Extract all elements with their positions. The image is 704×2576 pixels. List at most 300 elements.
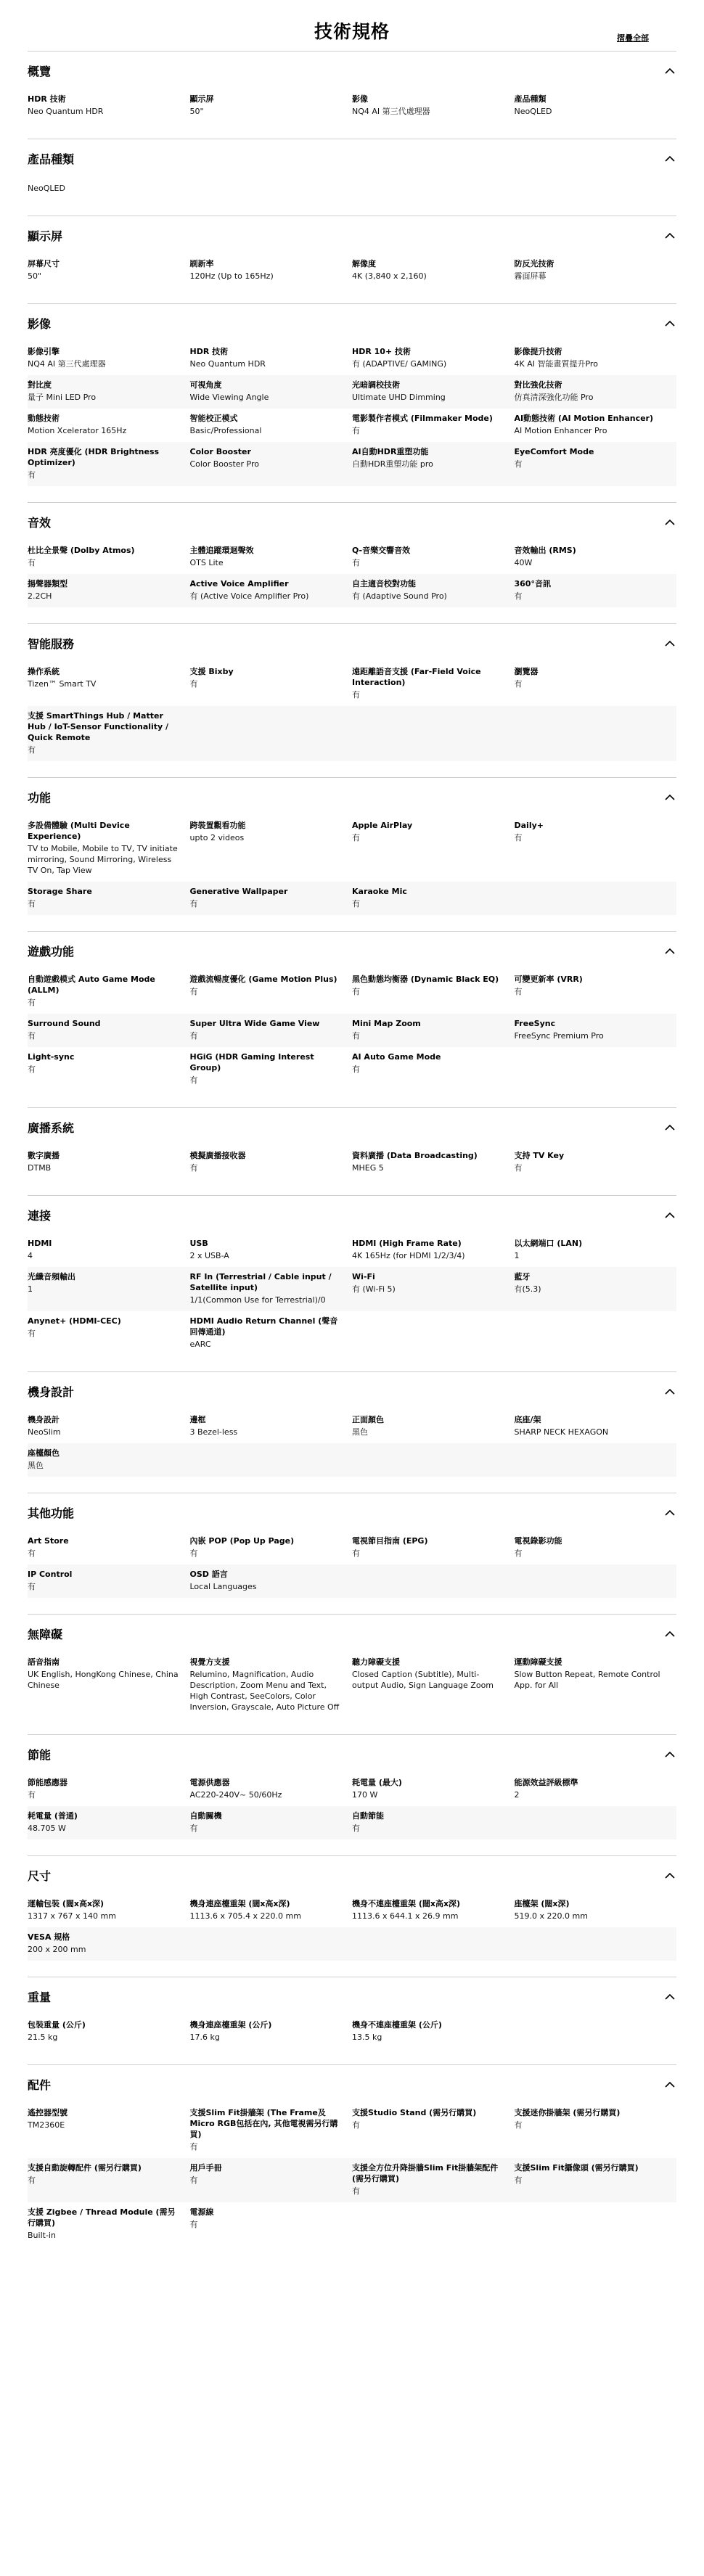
spec-value: MHEG 5 xyxy=(352,1163,384,1173)
spec-value: 有 xyxy=(352,426,360,435)
spec-value: 有 xyxy=(352,987,360,996)
spec-label: 防反光技術 xyxy=(514,259,554,268)
spec-value: 有 xyxy=(28,899,36,908)
spec-item xyxy=(515,974,677,1008)
spec-row xyxy=(28,1311,676,1355)
section-body xyxy=(28,1894,676,1977)
chevron-up-icon[interactable] xyxy=(663,1506,676,1519)
spec-label: 機身連座檯重架 (公斤) xyxy=(189,2020,272,2030)
section-toggle[interactable] xyxy=(28,1735,676,1773)
spec-item xyxy=(515,1018,677,1041)
spec-value: 4K AI 智能畫質提升Pro xyxy=(514,359,598,369)
spec-item xyxy=(28,710,190,755)
spec-label: 360°音訊 xyxy=(514,579,551,588)
spec-item xyxy=(190,2207,353,2241)
spec-label: 支援Studio Stand (需另行購買) xyxy=(352,2108,477,2117)
spec-row xyxy=(28,1146,676,1179)
spec-label: 底座/架 xyxy=(514,1415,541,1424)
spec-row xyxy=(28,254,676,287)
spec-value: 13.5 kg xyxy=(352,2033,382,2042)
chevron-up-icon[interactable] xyxy=(663,1627,676,1640)
spec-item xyxy=(515,2107,677,2152)
spec-row xyxy=(28,2015,676,2048)
spec-section xyxy=(28,1977,676,2064)
spec-value: 仿真清深強化功能 Pro xyxy=(514,393,594,402)
section-body xyxy=(28,2015,676,2064)
spec-row xyxy=(28,342,676,375)
spec-item xyxy=(28,545,190,568)
spec-item xyxy=(190,446,353,480)
spec-label: Generative Wallpaper xyxy=(189,887,288,896)
section-toggle[interactable] xyxy=(28,52,676,89)
chevron-up-icon[interactable] xyxy=(663,2077,676,2091)
spec-row xyxy=(28,1443,676,1477)
spec-item xyxy=(190,1018,353,1041)
spec-item xyxy=(352,1316,515,1350)
spec-item xyxy=(190,258,353,282)
spec-item xyxy=(352,2162,515,2196)
spec-value: Slow Button Repeat, Remote Control App. for All xyxy=(514,1670,660,1690)
spec-item xyxy=(28,1271,190,1305)
spec-label: 遠距離語音支援 (Far-Field Voice Interaction) xyxy=(352,667,481,687)
chevron-up-icon[interactable] xyxy=(663,515,676,528)
spec-section xyxy=(28,1855,676,1977)
spec-value: 4K (3,840 x 2,160) xyxy=(352,271,427,281)
section-toggle[interactable] xyxy=(28,1493,676,1531)
spec-value: 200 x 200 mm xyxy=(28,1945,86,1954)
section-toggle[interactable] xyxy=(28,1856,676,1894)
spec-label: Daily+ xyxy=(514,821,544,830)
spec-row xyxy=(28,816,676,882)
spec-label: 正面顏色 xyxy=(352,1415,384,1424)
page-header xyxy=(28,0,676,51)
spec-value: 有 xyxy=(352,1549,360,1558)
spec-value: NQ4 AI 第三代處理器 xyxy=(352,107,430,116)
spec-item xyxy=(352,1569,515,1592)
section-toggle[interactable] xyxy=(28,2065,676,2103)
spec-item xyxy=(28,1018,190,1041)
spec-label: 電源線 xyxy=(189,2207,214,2217)
section-toggle[interactable] xyxy=(28,139,676,177)
spec-item xyxy=(352,1657,515,1712)
section-body xyxy=(28,969,676,1107)
section-body xyxy=(28,662,676,777)
spec-label: 支援Slim Fit掛牆架 (The Frame及 Micro RGB包括在內, 其他電視需另行購買) xyxy=(189,2108,338,2139)
spec-value: 1 xyxy=(514,1251,520,1260)
spec-label: 刷新率 xyxy=(189,259,214,268)
spec-label: 音效輸出 (RMS) xyxy=(514,546,576,555)
spec-item xyxy=(190,1051,353,1086)
spec-section xyxy=(28,1734,676,1855)
spec-label: 自動節能 xyxy=(352,1811,384,1821)
chevron-up-icon[interactable] xyxy=(663,1120,676,1133)
spec-item xyxy=(28,1932,190,1955)
spec-section xyxy=(28,1371,676,1493)
spec-value: 有 (Wi-Fi 5) xyxy=(352,1284,396,1294)
collapse-all-link[interactable]: 摺疊全部 xyxy=(617,33,649,43)
chevron-up-icon[interactable] xyxy=(663,790,676,803)
spec-value: 有 xyxy=(189,987,198,996)
section-body xyxy=(28,2103,676,2263)
spec-value: Color Booster Pro xyxy=(189,459,260,469)
spec-value: 有 xyxy=(352,1031,360,1041)
spec-label: 光纖音頻輸出 xyxy=(28,1272,75,1281)
spec-value: 有 xyxy=(352,1824,360,1833)
spec-item xyxy=(352,820,515,876)
spec-value: 有 xyxy=(189,899,198,908)
spec-value: 2 x USB-A xyxy=(189,1251,229,1260)
spec-row xyxy=(28,662,676,706)
spec-value: 有 xyxy=(28,470,36,480)
section-body xyxy=(28,541,676,623)
spec-value: 有 xyxy=(514,2120,523,2130)
spec-row xyxy=(28,541,676,574)
section-body xyxy=(28,342,676,502)
spec-row xyxy=(28,375,676,409)
spec-value: Motion Xcelerator 165Hz xyxy=(28,426,127,435)
spec-item xyxy=(515,666,677,700)
spec-label: 產品種類 xyxy=(514,94,547,104)
spec-value: 有 xyxy=(352,2120,360,2130)
spec-value: NeoQLED xyxy=(514,107,552,116)
spec-item xyxy=(190,1150,353,1173)
section-toggle[interactable] xyxy=(28,1108,676,1146)
spec-label: 邊框 xyxy=(189,1415,206,1424)
spec-item xyxy=(352,1535,515,1559)
spec-item xyxy=(352,94,515,117)
section-title: 無障礙 xyxy=(28,1627,63,1641)
spec-value: 1 xyxy=(28,1284,33,1294)
spec-value: 有 xyxy=(514,987,523,996)
section-title: 概覽 xyxy=(28,64,52,78)
spec-label: 數字廣播 xyxy=(28,1151,60,1160)
spec-item xyxy=(352,1810,515,1834)
spec-item xyxy=(190,1535,353,1559)
section-toggle[interactable] xyxy=(28,503,676,541)
spec-value: AC220-240V~ 50/60Hz xyxy=(189,1790,282,1800)
spec-item xyxy=(28,1898,190,1921)
spec-row xyxy=(28,409,676,442)
spec-section xyxy=(28,931,676,1107)
spec-label: Surround Sound xyxy=(28,1019,101,1028)
spec-label: Art Store xyxy=(28,1536,69,1546)
spec-item xyxy=(515,1810,677,1834)
spec-label: HDMI xyxy=(28,1239,52,1248)
spec-section xyxy=(28,777,676,931)
spec-value: 有 xyxy=(514,459,523,469)
section-toggle[interactable] xyxy=(28,1615,676,1652)
spec-section xyxy=(28,1493,676,1614)
spec-value: 有(5.3) xyxy=(514,1284,541,1294)
spec-value: 有 xyxy=(28,1065,36,1074)
spec-value: 有 (Active Voice Amplifier Pro) xyxy=(189,591,309,601)
spec-label: Super Ultra Wide Game View xyxy=(189,1019,320,1028)
spec-item xyxy=(352,2019,515,2043)
spec-row xyxy=(28,2158,676,2202)
spec-item xyxy=(190,1316,353,1350)
spec-item xyxy=(190,1414,353,1437)
section-toggle[interactable] xyxy=(28,1372,676,1410)
spec-item xyxy=(190,2019,353,2043)
section-toggle[interactable] xyxy=(28,216,676,254)
spec-label: 藍牙 xyxy=(514,1272,531,1281)
spec-value: eARC xyxy=(189,1340,211,1349)
spec-section xyxy=(28,51,676,139)
spec-value: 有 xyxy=(352,1065,360,1074)
spec-label: Q-音樂交響音效 xyxy=(352,546,411,555)
spec-value: Wide Viewing Angle xyxy=(189,393,269,402)
spec-label: 光暗調校技術 xyxy=(352,380,400,390)
spec-value: Tizen™ Smart TV xyxy=(28,679,97,689)
section-body xyxy=(28,1146,676,1195)
spec-item xyxy=(28,94,190,117)
spec-value: 霧面屏幕 xyxy=(514,271,547,281)
section-toggle[interactable] xyxy=(28,932,676,969)
spec-label: 對比度 xyxy=(28,380,52,390)
spec-label: HDR 亮度優化 (HDR Brightness Optimizer) xyxy=(28,447,160,467)
spec-label: 支援全方位升降掛牆Slim Fit掛牆架配件 (需另行購買) xyxy=(352,2163,499,2183)
spec-item xyxy=(515,2207,677,2241)
spec-value: 有 xyxy=(28,1582,36,1591)
spec-value: AI Motion Enhancer Pro xyxy=(514,426,607,435)
spec-value: 50" xyxy=(28,271,42,281)
spec-item xyxy=(515,1414,677,1437)
section-toggle[interactable] xyxy=(28,778,676,816)
spec-row xyxy=(28,177,676,200)
chevron-up-icon[interactable] xyxy=(663,229,676,242)
spec-section xyxy=(28,1195,676,1371)
spec-value: 有 xyxy=(189,2142,198,2152)
spec-value: 有 xyxy=(28,745,36,755)
spec-label: HGiG (HDR Gaming Interest Group) xyxy=(189,1052,314,1072)
spec-label: 自動遊戲模式 Auto Game Mode (ALLM) xyxy=(28,975,155,995)
spec-item xyxy=(190,578,353,602)
spec-label: 動態技術 xyxy=(28,414,60,423)
section-body xyxy=(28,816,676,931)
spec-item xyxy=(515,413,677,436)
spec-item xyxy=(190,974,353,1008)
spec-label: 可視角度 xyxy=(189,380,222,390)
spec-value: Local Languages xyxy=(189,1582,257,1591)
spec-item xyxy=(515,258,677,282)
spec-value: OTS Lite xyxy=(189,558,224,567)
spec-value: 50" xyxy=(189,107,204,116)
spec-item xyxy=(190,1569,353,1592)
spec-item xyxy=(190,2162,353,2196)
spec-value: 17.6 kg xyxy=(189,2033,220,2042)
spec-value: upto 2 videos xyxy=(189,833,245,842)
spec-label: 自主適音校對功能 xyxy=(352,579,416,588)
spec-item xyxy=(352,1150,515,1173)
spec-value: 有 (ADAPTIVE/ GAMING) xyxy=(352,359,447,369)
spec-value: 1/1(Common Use for Terrestrial)/0 xyxy=(189,1295,326,1305)
spec-value: 有 (Adaptive Sound Pro) xyxy=(352,591,447,601)
spec-item xyxy=(28,380,190,403)
spec-label: 運動障礙支援 xyxy=(514,1657,562,1667)
spec-label: 杜比全景聲 (Dolby Atmos) xyxy=(28,546,135,555)
spec-item xyxy=(28,258,190,282)
spec-item xyxy=(190,94,353,117)
spec-row xyxy=(28,1564,676,1598)
spec-item xyxy=(352,1414,515,1437)
section-title: 節能 xyxy=(28,1747,52,1762)
spec-label: Light-sync xyxy=(28,1052,75,1062)
spec-item xyxy=(352,1018,515,1041)
chevron-up-icon[interactable] xyxy=(663,636,676,649)
section-body xyxy=(28,254,676,303)
spec-label: 自動關機 xyxy=(189,1811,222,1821)
spec-label: 支援迷你掛牆架 (需另行購買) xyxy=(514,2108,621,2117)
section-title: 配件 xyxy=(28,2077,52,2092)
spec-label: 解像度 xyxy=(352,259,376,268)
spec-row xyxy=(28,969,676,1014)
chevron-up-icon[interactable] xyxy=(663,1208,676,1221)
chevron-up-icon[interactable] xyxy=(663,316,676,329)
spec-item xyxy=(190,346,353,369)
spec-item xyxy=(190,413,353,436)
spec-row xyxy=(28,89,676,123)
spec-value: FreeSync Premium Pro xyxy=(514,1031,604,1041)
spec-row xyxy=(28,1531,676,1564)
spec-label: 智能校正模式 xyxy=(189,414,238,423)
spec-item xyxy=(28,2207,190,2241)
spec-item xyxy=(190,1238,353,1261)
section-toggle[interactable] xyxy=(28,1196,676,1234)
spec-item xyxy=(190,1657,353,1712)
section-toggle[interactable] xyxy=(28,1977,676,2015)
spec-label: 影像提升技術 xyxy=(514,347,562,356)
spec-label: 能源效益評級標準 xyxy=(514,1778,578,1787)
section-title: 重量 xyxy=(28,1990,52,2004)
spec-section xyxy=(28,1614,676,1734)
spec-section xyxy=(28,303,676,502)
spec-row xyxy=(28,1773,676,1806)
spec-label: RF In (Terrestrial / Cable input / Satellite input) xyxy=(189,1272,332,1292)
chevron-up-icon[interactable] xyxy=(663,1990,676,2003)
section-title: 機身設計 xyxy=(28,1385,75,1399)
section-toggle[interactable] xyxy=(28,624,676,662)
section-body xyxy=(28,1531,676,1614)
spec-item xyxy=(515,1535,677,1559)
spec-row xyxy=(28,1894,676,1927)
spec-item xyxy=(515,1271,677,1305)
spec-item xyxy=(28,2162,190,2196)
spec-item xyxy=(28,446,190,480)
spec-label: 跨裝置觀看功能 xyxy=(189,821,246,830)
spec-section xyxy=(28,502,676,623)
section-toggle[interactable] xyxy=(28,304,676,342)
spec-value: 有 xyxy=(352,690,360,700)
spec-label: 屏幕尺寸 xyxy=(28,259,60,268)
section-title: 廣播系統 xyxy=(28,1120,75,1135)
chevron-up-icon[interactable] xyxy=(663,944,676,957)
spec-item xyxy=(352,446,515,480)
spec-item xyxy=(352,578,515,602)
spec-value: 有 xyxy=(352,2186,360,2196)
spec-label: HDR 技術 xyxy=(28,94,66,104)
section-title: 遊戲功能 xyxy=(28,944,75,959)
chevron-up-icon[interactable] xyxy=(663,1747,676,1760)
spec-item xyxy=(190,380,353,403)
chevron-up-icon[interactable] xyxy=(663,1385,676,1398)
spec-value: 有 xyxy=(189,2220,198,2229)
spec-item xyxy=(515,1777,677,1800)
chevron-up-icon[interactable] xyxy=(663,1869,676,1882)
section-body xyxy=(28,89,676,139)
spec-label: 模擬廣播接收器 xyxy=(189,1151,246,1160)
spec-value: 有 xyxy=(189,1031,198,1041)
spec-row xyxy=(28,1927,676,1961)
spec-value: 有 xyxy=(514,2175,523,2185)
spec-label: 支援 Zigbee / Thread Module (需另行購買) xyxy=(28,2207,176,2228)
spec-label: 運輸包裝 (闊x高x深) xyxy=(28,1899,105,1908)
spec-label: Mini Map Zoom xyxy=(352,1019,421,1028)
spec-value: 有 xyxy=(514,679,523,689)
spec-value: 有 xyxy=(189,2175,198,2185)
spec-row xyxy=(28,1806,676,1839)
spec-item xyxy=(28,1657,190,1712)
spec-label: 操作系統 xyxy=(28,667,60,676)
spec-item xyxy=(515,2019,677,2043)
spec-label: 多設備體驗 (Multi Device Experience) xyxy=(28,821,130,841)
spec-value: DTMB xyxy=(28,1163,52,1173)
spec-item xyxy=(352,886,515,909)
spec-item xyxy=(352,1898,515,1921)
spec-row xyxy=(28,1410,676,1443)
spec-value: Basic/Professional xyxy=(189,426,262,435)
chevron-up-icon[interactable] xyxy=(663,64,676,77)
spec-label: Wi-Fi xyxy=(352,1272,375,1281)
spec-value: 1113.6 x 644.1 x 26.9 mm xyxy=(352,1911,459,1921)
spec-value: 有 xyxy=(352,833,360,842)
spec-value: 48.705 W xyxy=(28,1824,66,1833)
spec-label: HDMI Audio Return Channel (聲音回傳通道) xyxy=(189,1316,338,1337)
spec-value: 黑色 xyxy=(352,1427,368,1437)
spec-item xyxy=(28,1316,190,1350)
spec-label: 語音指南 xyxy=(28,1657,60,1667)
spec-item xyxy=(28,886,190,909)
section-title: 其他功能 xyxy=(28,1506,75,1520)
spec-value: 2 xyxy=(514,1790,520,1800)
spec-label: 支援 Bixby xyxy=(189,667,234,676)
spec-label: HDMI (High Frame Rate) xyxy=(352,1239,462,1248)
spec-value: Relumino, Magnification, Audio Description, Zoom Menu and Text, High Contrast, SeeColors, Color Inversion, Grayscale, Auto Picture Off xyxy=(189,1670,340,1712)
spec-label: VESA 規格 xyxy=(28,1932,70,1942)
spec-item xyxy=(352,380,515,403)
spec-item xyxy=(352,2107,515,2152)
spec-label: 機身不連座檯重架 (公斤) xyxy=(352,2020,442,2030)
spec-value: TV to Mobile, Mobile to TV, TV initiate mirroring, Sound Mirroring, Wireless TV On, Tap View xyxy=(28,844,178,875)
section-body xyxy=(28,1773,676,1855)
spec-label: 對比強化技術 xyxy=(514,380,562,390)
spec-label: 支持 TV Key xyxy=(514,1151,565,1160)
chevron-up-icon[interactable] xyxy=(663,152,676,165)
spec-label: 耗電量 (最大) xyxy=(352,1778,402,1787)
spec-value: 有 xyxy=(514,591,523,601)
page-title: 技術規格 xyxy=(314,21,390,42)
spec-item xyxy=(190,1810,353,1834)
spec-value: TM2360E xyxy=(28,2120,65,2130)
spec-value: Ultimate UHD Dimming xyxy=(352,393,446,402)
spec-value: 有 xyxy=(28,1790,36,1800)
spec-row xyxy=(28,2202,676,2247)
spec-label: 揚聲器類型 xyxy=(28,579,67,588)
spec-item xyxy=(190,666,353,700)
spec-item xyxy=(515,886,677,909)
spec-item xyxy=(190,886,353,909)
spec-row xyxy=(28,1267,676,1311)
spec-item xyxy=(28,2019,190,2043)
